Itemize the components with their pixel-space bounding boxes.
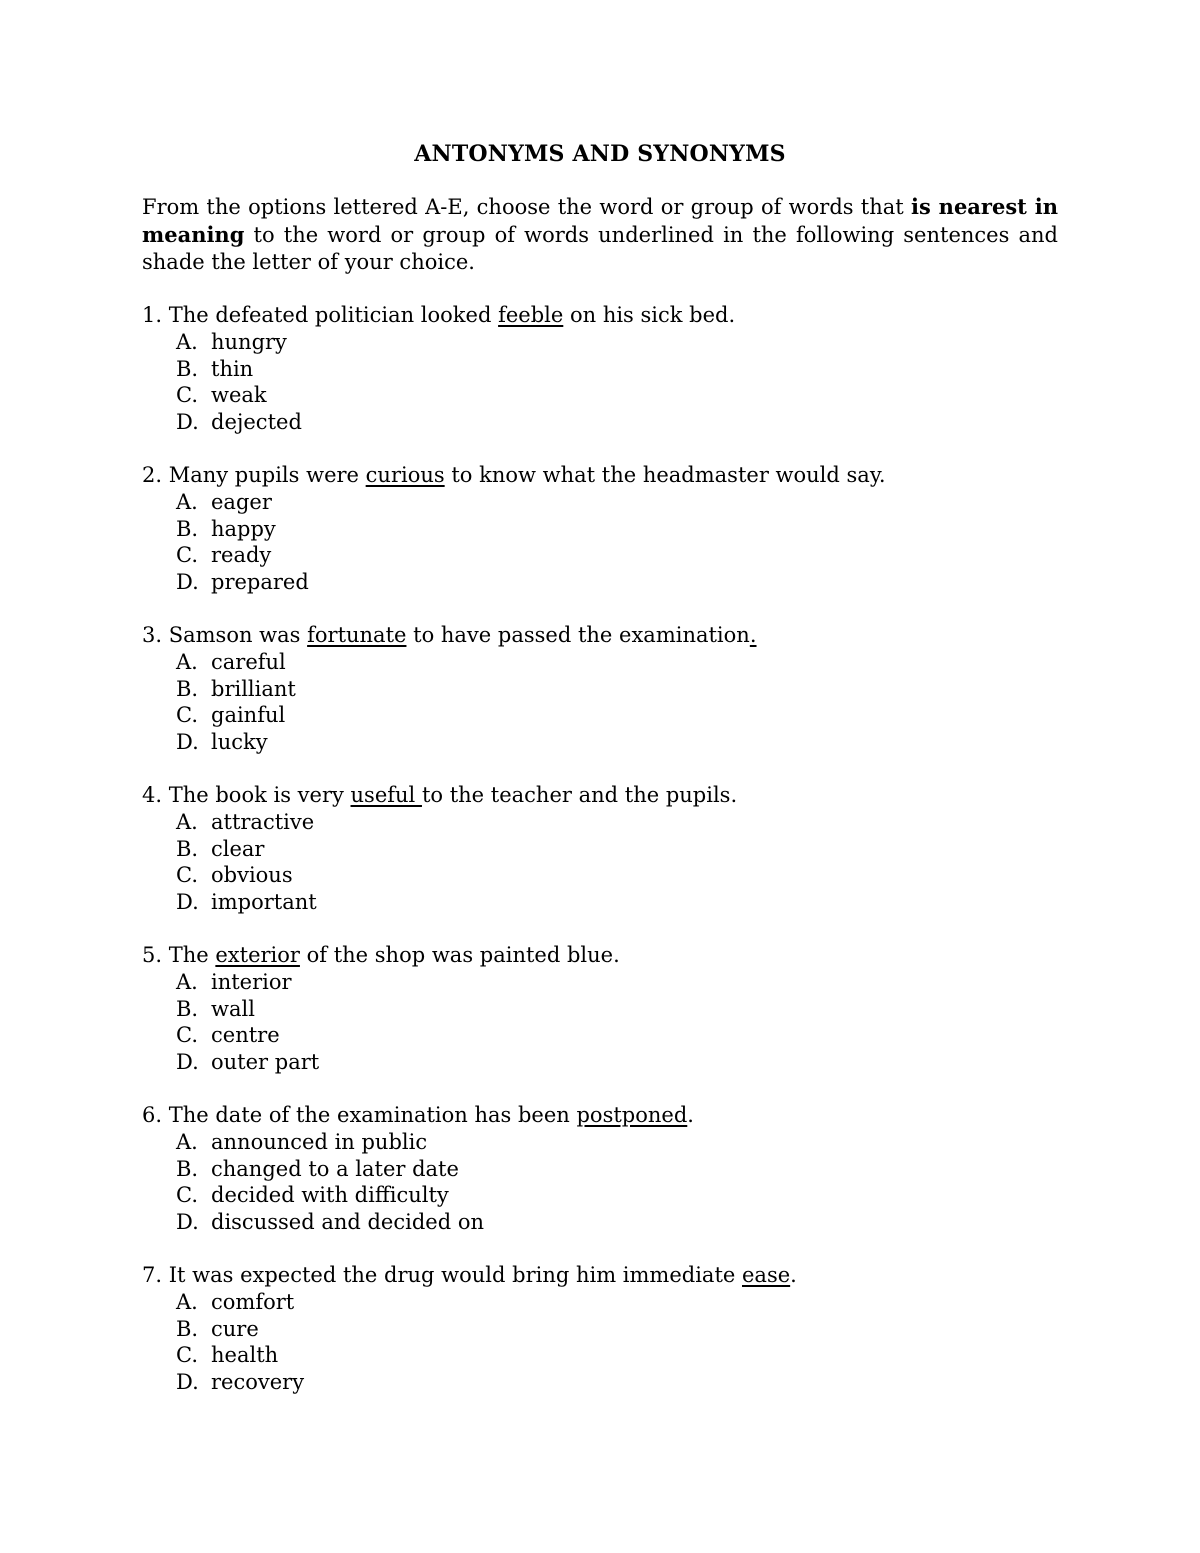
option-letter: A. (176, 650, 198, 674)
option-text: lucky (211, 729, 268, 754)
option-b[interactable] (142, 1316, 1058, 1343)
option-b[interactable] (142, 356, 1058, 383)
option-d[interactable] (142, 1049, 1058, 1076)
option-a[interactable] (142, 809, 1058, 836)
option-text: happy (211, 516, 276, 541)
option-letter: D. (176, 1369, 199, 1394)
option-letter: D. (176, 409, 199, 434)
page-title: ANTONYMS AND SYNONYMS (414, 141, 786, 167)
option-letter: A. (176, 1130, 198, 1154)
option-a[interactable] (142, 329, 1058, 356)
option-a[interactable] (142, 649, 1058, 676)
option-b[interactable] (142, 836, 1058, 863)
option-c[interactable] (142, 862, 1058, 889)
option-d[interactable] (142, 569, 1058, 596)
stem-before: The date of the examination has been (162, 1103, 577, 1127)
option-list (142, 649, 1058, 755)
option-letter: A. (176, 810, 198, 834)
option-text: dejected (211, 409, 302, 434)
option-letter: D. (176, 569, 199, 594)
option-d[interactable] (142, 409, 1058, 436)
option-text: important (211, 889, 317, 914)
option-letter: C. (176, 383, 198, 407)
option-text: attractive (211, 810, 315, 834)
option-letter: B. (176, 676, 199, 701)
question-2 (142, 462, 1058, 595)
question-1 (142, 302, 1058, 435)
option-text: changed to a later date (211, 1156, 459, 1181)
option-text: recovery (211, 1369, 305, 1394)
option-c[interactable] (142, 1182, 1058, 1209)
option-letter: A. (176, 330, 198, 354)
option-text: careful (211, 650, 286, 674)
underlined-word: ease (742, 1263, 791, 1287)
option-text: cure (211, 1316, 259, 1341)
option-d[interactable] (142, 1369, 1058, 1396)
option-text: discussed and decided on (211, 1209, 484, 1234)
option-text: centre (211, 1023, 280, 1047)
stem-after: to know what the headmaster would say. (444, 463, 886, 487)
stem-before: The defeated politician looked (162, 303, 499, 327)
option-list (142, 969, 1058, 1075)
stem-before: Samson was (162, 623, 308, 647)
option-letter: C. (176, 1343, 198, 1367)
stem-after: to the teacher and the pupils. (421, 783, 738, 807)
option-text: gainful (211, 703, 286, 727)
question-number: 4. (142, 783, 163, 807)
option-a[interactable] (142, 1129, 1058, 1156)
option-letter: C. (176, 703, 198, 727)
option-text: interior (211, 970, 292, 994)
option-a[interactable] (142, 1289, 1058, 1316)
question-stem (142, 1262, 1058, 1289)
question-stem (142, 302, 1058, 329)
option-d[interactable] (142, 1209, 1058, 1236)
option-d[interactable] (142, 889, 1058, 916)
option-text: decided with difficulty (211, 1183, 449, 1207)
option-text: ready (211, 543, 272, 567)
underlined-word: feeble (498, 303, 564, 327)
option-c[interactable] (142, 1022, 1058, 1049)
option-letter: B. (176, 1156, 199, 1181)
option-letter: C. (176, 543, 198, 567)
question-7 (142, 1262, 1058, 1395)
option-text: clear (211, 836, 265, 861)
option-text: brilliant (211, 676, 296, 701)
question-stem (142, 782, 1058, 809)
question-4 (142, 782, 1058, 915)
stem-after: to have passed the examination (406, 623, 750, 647)
question-3 (142, 622, 1058, 755)
question-stem (142, 622, 1058, 649)
option-list (142, 1129, 1058, 1235)
question-number: 2. (142, 463, 163, 487)
option-letter: B. (176, 516, 199, 541)
question-number: 1. (142, 303, 163, 327)
option-c[interactable] (142, 382, 1058, 409)
option-letter: A. (176, 490, 198, 514)
document-page (142, 140, 1058, 1422)
underlined-word: exterior (215, 943, 300, 967)
option-text: health (211, 1343, 279, 1367)
question-number: 6. (142, 1103, 163, 1127)
question-number: 3. (142, 623, 163, 647)
option-b[interactable] (142, 1156, 1058, 1183)
option-letter: B. (176, 1316, 199, 1341)
underlined-period: . (749, 623, 757, 647)
instructions-text: From the options lettered A-E, choose the word or group of words that (142, 195, 911, 219)
option-text: hungry (211, 330, 287, 354)
option-letter: C. (176, 1183, 198, 1207)
option-text: thin (211, 356, 254, 381)
option-text: wall (211, 996, 255, 1021)
option-text: prepared (211, 569, 309, 594)
underlined-word: postponed (576, 1103, 688, 1127)
option-list (142, 1289, 1058, 1395)
option-c[interactable] (142, 702, 1058, 729)
option-list (142, 329, 1058, 435)
option-c[interactable] (142, 542, 1058, 569)
stem-before: Many pupils were (162, 463, 366, 487)
option-c[interactable] (142, 1342, 1058, 1369)
option-letter: B. (176, 996, 199, 1021)
question-stem (142, 462, 1058, 489)
stem-after: . (687, 1103, 694, 1127)
question-number: 5. (142, 943, 163, 967)
option-text: comfort (211, 1290, 295, 1314)
stem-before: The (162, 943, 216, 967)
option-text: weak (211, 383, 267, 407)
option-b[interactable] (142, 516, 1058, 543)
option-d[interactable] (142, 729, 1058, 756)
underlined-word: fortunate (307, 623, 407, 647)
option-letter: D. (176, 1049, 199, 1074)
underlined-word: curious (365, 463, 445, 487)
option-letter: C. (176, 1023, 198, 1047)
stem-before: The book is very (162, 783, 351, 807)
option-letter: D. (176, 889, 199, 914)
option-a[interactable] (142, 969, 1058, 996)
option-text: announced in public (211, 1130, 428, 1154)
option-letter: C. (176, 863, 198, 887)
option-text: eager (211, 490, 272, 514)
question-5 (142, 942, 1058, 1075)
stem-before: It was expected the drug would bring him immediate (162, 1263, 742, 1287)
option-b[interactable] (142, 676, 1058, 703)
instructions-emphasis: is nearest in meaning (142, 194, 1059, 247)
stem-after: on his sick bed. (563, 303, 736, 327)
stem-after: . (790, 1263, 797, 1287)
stem-after: of the shop was painted blue. (299, 943, 620, 967)
option-list (142, 489, 1058, 595)
underlined-word: useful (350, 783, 422, 807)
question-stem (142, 1102, 1058, 1129)
option-a[interactable] (142, 489, 1058, 516)
option-letter: A. (176, 970, 198, 994)
option-b[interactable] (142, 996, 1058, 1023)
option-letter: B. (176, 356, 199, 381)
option-letter: A. (176, 1290, 198, 1314)
option-letter: D. (176, 729, 199, 754)
question-stem (142, 942, 1058, 969)
option-letter: B. (176, 836, 199, 861)
instructions (142, 193, 1058, 276)
option-text: outer part (211, 1049, 320, 1074)
instructions-text-end: to the word or group of words underlined in the following sentences and shade the letter of your choice. (142, 223, 1058, 274)
question-6 (142, 1102, 1058, 1235)
option-list (142, 809, 1058, 915)
option-text: obvious (211, 863, 293, 887)
option-letter: D. (176, 1209, 199, 1234)
question-number: 7. (142, 1263, 163, 1287)
